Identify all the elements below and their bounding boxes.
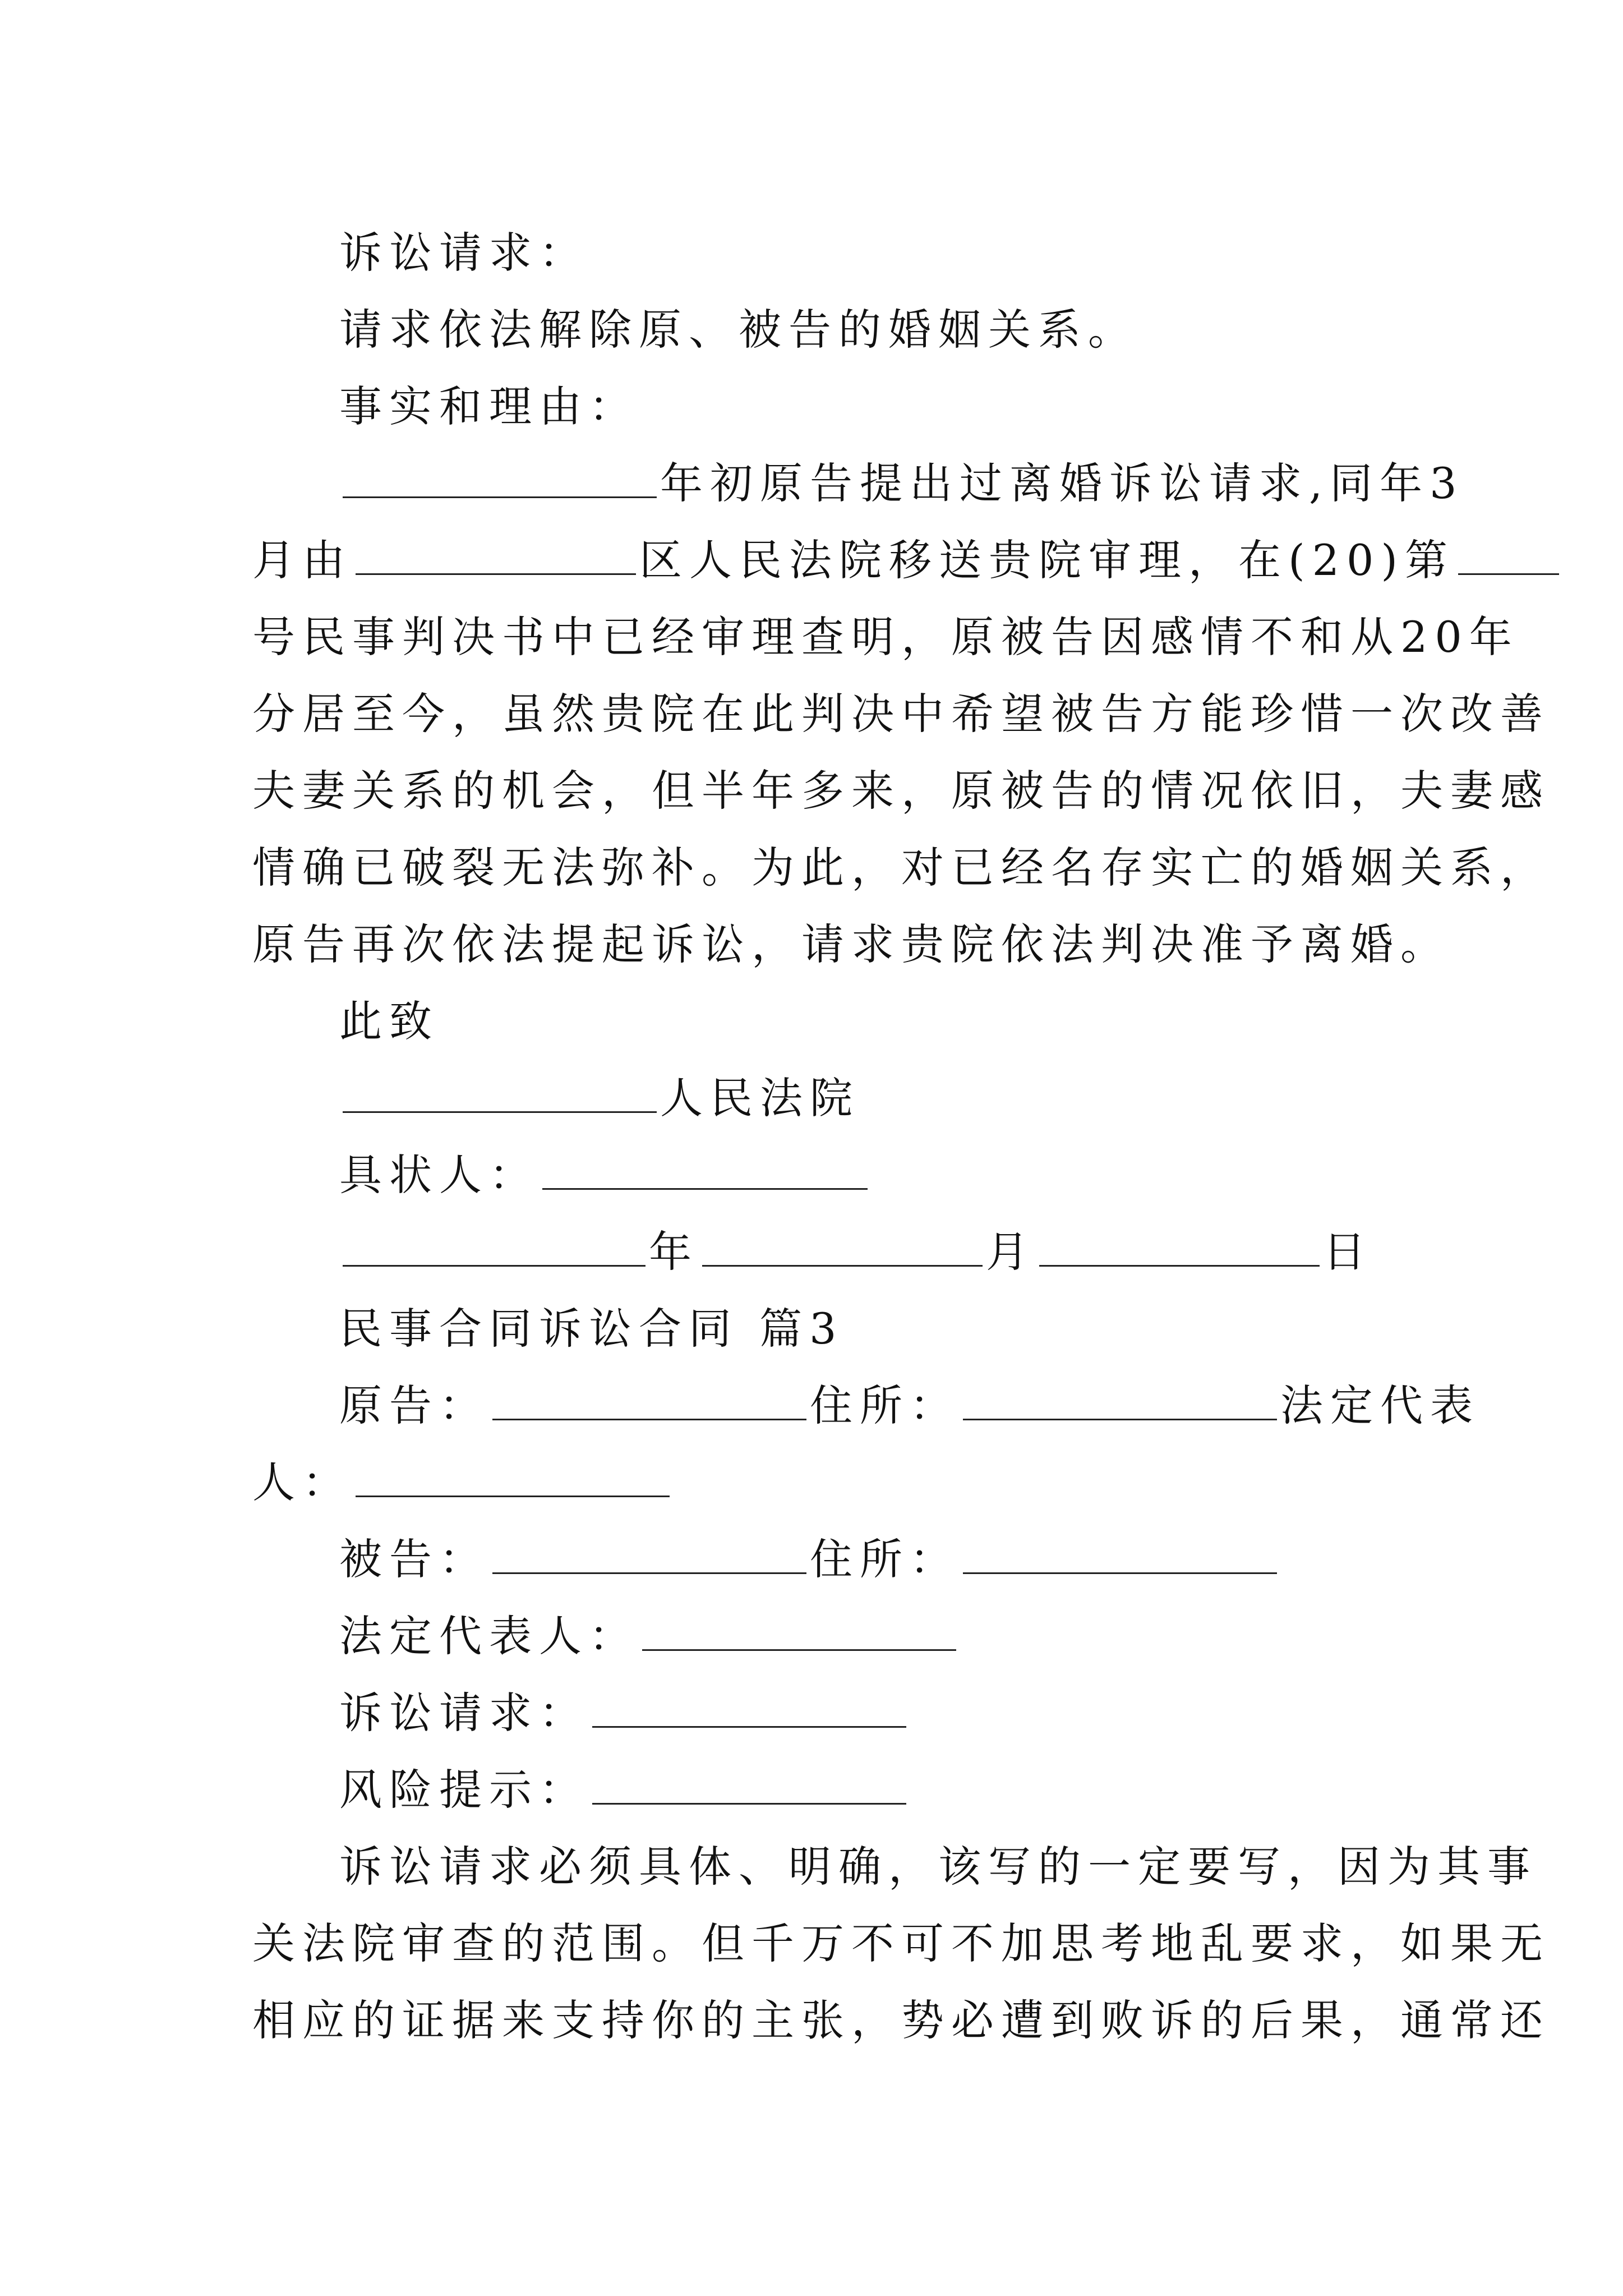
date-year-label: 年 [649,1227,699,1277]
blank-defendant-rep-field[interactable] [642,1610,956,1651]
plaintiff-line [252,1367,1480,1444]
defendant-line [252,1521,1371,1598]
facts-line-4: 分居至今，虽然贵院在此判决中希望被告方能珍惜一次改善 [252,689,1550,739]
salutation: 此致 [339,996,439,1046]
blank-petitioner-field[interactable] [542,1149,868,1190]
risk-text-1: 诉讼请求必须具体、明确，该写的一定要写，因为其事 [339,1842,1537,1892]
facts-line-7: 原告再次依法提起诉讼，请求贵院依法判决准予离婚。 [252,919,1450,969]
court-label: 人民法院 [660,1073,860,1123]
plaintiff-address-label: 住所： [810,1381,960,1430]
blank-date-year[interactable] [343,1226,645,1267]
risk-line [252,1751,1371,1828]
blank-risk-field[interactable] [592,1764,906,1805]
risk-label: 风险提示： [339,1765,589,1815]
blank-claims-field[interactable] [592,1687,906,1728]
petitioner-label: 具状人： [339,1150,539,1200]
heading-facts: 事实和理由： [339,381,639,431]
blank-court-field[interactable] [343,1072,657,1113]
blank-year-field[interactable] [343,457,657,498]
plaintiff-label: 原告： [339,1381,489,1430]
blank-defendant-field[interactable] [492,1533,806,1574]
facts-text-2b: 区人民法院移送贵院审理，在(20)第 [639,535,1455,585]
defendant-address-label: 住所： [810,1534,960,1584]
blank-defendant-address-field[interactable] [963,1533,1277,1574]
section-title: 民事合同诉讼合同 篇3 [339,1304,844,1354]
date-day-label: 日 [1323,1227,1373,1277]
claims-label: 诉讼请求： [339,1688,589,1738]
facts-line-1 [252,445,1464,522]
facts-text-2a: 月由 [252,535,352,585]
date-month-label: 月 [986,1227,1036,1277]
facts-line-2 [252,522,1455,599]
defendant-label: 被告： [339,1534,489,1584]
defendant-rep-label: 法定代表人： [339,1611,639,1661]
risk-text-3: 相应的证据来支持你的主张，势必遭到败诉的后果，通常还 [252,1995,1550,2045]
blank-case-number-field[interactable] [1458,534,1559,575]
blank-plaintiff-field[interactable] [492,1379,806,1420]
blank-plaintiff-address-field[interactable] [963,1379,1277,1420]
facts-text-1: 年初原告提出过离婚诉讼请求,同年3 [660,458,1464,508]
facts-line-3: 号民事判决书中已经审理查明，原被告因感情不和从20年 [252,612,1519,662]
blank-date-day[interactable] [1039,1226,1320,1267]
blank-date-month[interactable] [702,1226,983,1267]
claims-line [252,1674,1371,1751]
plaintiff-rep-label-end: 人： [252,1457,352,1507]
facts-line-5: 夫妻关系的机会，但半年多来，原被告的情况依旧，夫妻感 [252,766,1550,816]
claim-text: 请求依法解除原、被告的婚姻关系。 [339,305,1138,355]
heading-claims: 诉讼请求： [339,228,589,278]
plaintiff-rep-line [252,1444,1371,1521]
petitioner-line [252,1137,1371,1213]
facts-line-6: 情确已破裂无法弥补。为此，对已经名存实亡的婚姻关系， [252,843,1550,892]
date-line [252,1213,1371,1290]
plaintiff-rep-label: 法定代表 [1280,1381,1480,1430]
court-line [252,1060,1371,1137]
blank-plaintiff-rep-field[interactable] [356,1456,670,1497]
defendant-rep-line [252,1598,1371,1674]
blank-district-field[interactable] [356,534,636,575]
risk-text-2: 关法院审查的范围。但千万不可不加思考地乱要求，如果无 [252,1918,1550,1968]
